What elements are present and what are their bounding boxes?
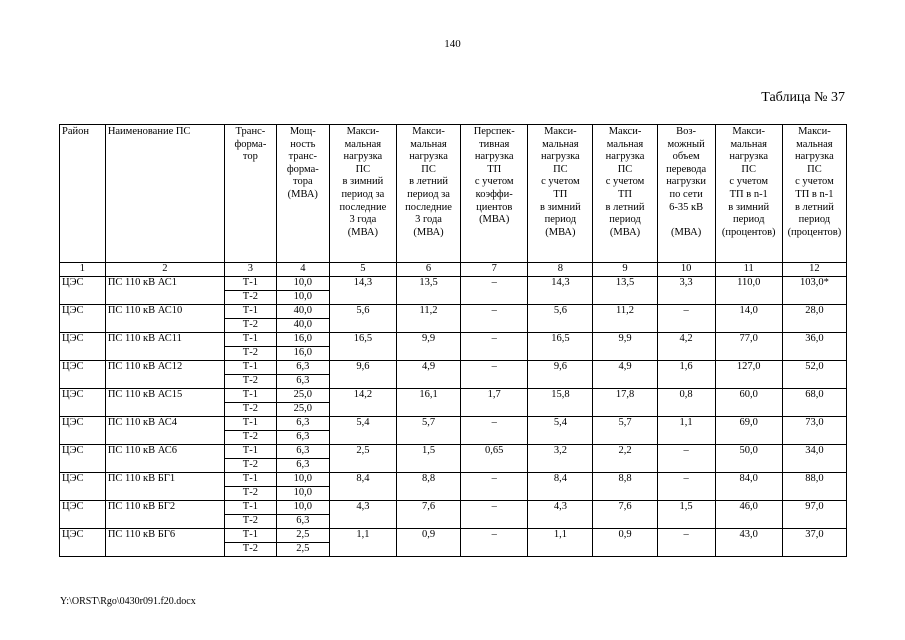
substation-name-cell: ПС 110 кВ БГ2 xyxy=(105,500,224,528)
value-cell-9: 7,6 xyxy=(593,500,657,528)
value-cell-6: 0,9 xyxy=(396,528,460,556)
transformer-cell: Т-2 xyxy=(224,430,276,444)
transformer-cell: Т-1 xyxy=(224,276,276,290)
column-number-4: 4 xyxy=(276,263,329,277)
value-cell-6: 4,9 xyxy=(396,360,460,388)
value-cell-10: 3,3 xyxy=(657,276,715,304)
column-header-6: Макси- мальная нагрузка ПС в летний период за последние 3 года (МВА) xyxy=(396,125,460,263)
value-cell-9: 13,5 xyxy=(593,276,657,304)
value-cell-7: – xyxy=(461,472,528,500)
transformer-power-cell: 10,0 xyxy=(276,500,329,514)
table-row xyxy=(60,388,847,402)
table-row xyxy=(60,472,847,486)
district-cell: ЦЭС xyxy=(60,388,106,416)
transformer-power-cell: 6,3 xyxy=(276,458,329,472)
transformer-cell: Т-1 xyxy=(224,472,276,486)
column-number-7: 7 xyxy=(461,263,528,277)
value-cell-12: 103,0* xyxy=(782,276,846,304)
transformer-power-cell: 2,5 xyxy=(276,542,329,556)
transformer-power-cell: 6,3 xyxy=(276,360,329,374)
transformer-cell: Т-1 xyxy=(224,500,276,514)
transformer-power-cell: 2,5 xyxy=(276,528,329,542)
value-cell-8: 16,5 xyxy=(528,332,593,360)
value-cell-9: 2,2 xyxy=(593,444,657,472)
value-cell-5: 9,6 xyxy=(329,360,396,388)
transformer-cell: Т-1 xyxy=(224,416,276,430)
transformer-power-cell: 10,0 xyxy=(276,276,329,290)
district-cell: ЦЭС xyxy=(60,304,106,332)
value-cell-7: – xyxy=(461,332,528,360)
value-cell-7: – xyxy=(461,528,528,556)
table-row xyxy=(60,360,847,374)
value-cell-12: 52,0 xyxy=(782,360,846,388)
transformer-power-cell: 40,0 xyxy=(276,318,329,332)
value-cell-8: 9,6 xyxy=(528,360,593,388)
value-cell-12: 97,0 xyxy=(782,500,846,528)
substation-name-cell: ПС 110 кВ АС6 xyxy=(105,444,224,472)
value-cell-6: 7,6 xyxy=(396,500,460,528)
transformer-cell: Т-2 xyxy=(224,458,276,472)
value-cell-10: 0,8 xyxy=(657,388,715,416)
table-row xyxy=(60,444,847,458)
value-cell-12: 34,0 xyxy=(782,444,846,472)
value-cell-9: 17,8 xyxy=(593,388,657,416)
value-cell-6: 1,5 xyxy=(396,444,460,472)
column-header-10: Воз- можный объем перевода нагрузки по сети 6-35 кВ (МВА) xyxy=(657,125,715,263)
value-cell-12: 73,0 xyxy=(782,416,846,444)
value-cell-11: 43,0 xyxy=(715,528,782,556)
value-cell-8: 4,3 xyxy=(528,500,593,528)
value-cell-11: 69,0 xyxy=(715,416,782,444)
table-row xyxy=(60,500,847,514)
value-cell-12: 88,0 xyxy=(782,472,846,500)
table-row xyxy=(60,304,847,318)
transformer-power-cell: 10,0 xyxy=(276,486,329,500)
substation-name-cell: ПС 110 кВ АС4 xyxy=(105,416,224,444)
transformer-cell: Т-2 xyxy=(224,514,276,528)
value-cell-6: 11,2 xyxy=(396,304,460,332)
district-cell: ЦЭС xyxy=(60,500,106,528)
transformer-power-cell: 25,0 xyxy=(276,402,329,416)
value-cell-9: 5,7 xyxy=(593,416,657,444)
column-number-1: 1 xyxy=(60,263,106,277)
value-cell-10: – xyxy=(657,304,715,332)
value-cell-5: 14,2 xyxy=(329,388,396,416)
transformer-power-cell: 6,3 xyxy=(276,416,329,430)
value-cell-10: – xyxy=(657,472,715,500)
district-cell: ЦЭС xyxy=(60,276,106,304)
value-cell-11: 84,0 xyxy=(715,472,782,500)
column-number-10: 10 xyxy=(657,263,715,277)
value-cell-7: – xyxy=(461,360,528,388)
transformer-power-cell: 6,3 xyxy=(276,374,329,388)
page-number: 140 xyxy=(444,38,461,50)
value-cell-9: 9,9 xyxy=(593,332,657,360)
transformer-cell: Т-2 xyxy=(224,318,276,332)
transformer-cell: Т-2 xyxy=(224,346,276,360)
substation-name-cell: ПС 110 кВ АС11 xyxy=(105,332,224,360)
transformer-cell: Т-1 xyxy=(224,444,276,458)
column-header-2: Наименование ПС xyxy=(105,125,224,263)
transformer-power-cell: 6,3 xyxy=(276,444,329,458)
substation-name-cell: ПС 110 кВ АС10 xyxy=(105,304,224,332)
transformer-cell: Т-2 xyxy=(224,374,276,388)
district-cell: ЦЭС xyxy=(60,528,106,556)
value-cell-5: 5,6 xyxy=(329,304,396,332)
transformer-cell: Т-2 xyxy=(224,402,276,416)
table-body xyxy=(60,276,847,556)
value-cell-12: 68,0 xyxy=(782,388,846,416)
table-caption: Таблица № 37 xyxy=(761,90,845,105)
table-row xyxy=(60,332,847,346)
transformer-power-cell: 40,0 xyxy=(276,304,329,318)
substation-name-cell: ПС 110 кВ БГ1 xyxy=(105,472,224,500)
district-cell: ЦЭС xyxy=(60,472,106,500)
value-cell-11: 60,0 xyxy=(715,388,782,416)
value-cell-5: 4,3 xyxy=(329,500,396,528)
value-cell-5: 16,5 xyxy=(329,332,396,360)
value-cell-7: – xyxy=(461,500,528,528)
value-cell-8: 8,4 xyxy=(528,472,593,500)
column-header-8: Макси- мальная нагрузка ПС с учетом ТП в зимний период (МВА) xyxy=(528,125,593,263)
column-header-3: Транс- форма- тор xyxy=(224,125,276,263)
transformer-power-cell: 16,0 xyxy=(276,346,329,360)
value-cell-8: 1,1 xyxy=(528,528,593,556)
value-cell-10: 1,6 xyxy=(657,360,715,388)
column-number-8: 8 xyxy=(528,263,593,277)
value-cell-6: 8,8 xyxy=(396,472,460,500)
table-row xyxy=(60,416,847,430)
value-cell-9: 4,9 xyxy=(593,360,657,388)
value-cell-7: 0,65 xyxy=(461,444,528,472)
value-cell-12: 36,0 xyxy=(782,332,846,360)
substation-name-cell: ПС 110 кВ АС15 xyxy=(105,388,224,416)
column-header-12: Макси- мальная нагрузка ПС с учетом ТП в n-1 в летний период (процентов) xyxy=(782,125,846,263)
value-cell-7: – xyxy=(461,276,528,304)
value-cell-7: – xyxy=(461,304,528,332)
column-number-9: 9 xyxy=(593,263,657,277)
column-header-7: Перспек- тивная нагрузка ТП с учетом коэффи- циентов (МВА) xyxy=(461,125,528,263)
substation-name-cell: ПС 110 кВ АС12 xyxy=(105,360,224,388)
value-cell-5: 2,5 xyxy=(329,444,396,472)
value-cell-11: 110,0 xyxy=(715,276,782,304)
transformer-cell: Т-1 xyxy=(224,388,276,402)
substation-name-cell: ПС 110 кВ АС1 xyxy=(105,276,224,304)
value-cell-10: – xyxy=(657,444,715,472)
value-cell-11: 14,0 xyxy=(715,304,782,332)
value-cell-12: 37,0 xyxy=(782,528,846,556)
substation-name-cell: ПС 110 кВ БГ6 xyxy=(105,528,224,556)
value-cell-10: 1,5 xyxy=(657,500,715,528)
value-cell-5: 8,4 xyxy=(329,472,396,500)
header-row xyxy=(60,125,847,263)
district-cell: ЦЭС xyxy=(60,360,106,388)
transformer-power-cell: 25,0 xyxy=(276,388,329,402)
column-header-11: Макси- мальная нагрузка ПС с учетом ТП в n-1 в зимний период (процентов) xyxy=(715,125,782,263)
transformer-power-cell: 10,0 xyxy=(276,472,329,486)
value-cell-6: 13,5 xyxy=(396,276,460,304)
value-cell-10: 4,2 xyxy=(657,332,715,360)
transformer-cell: Т-2 xyxy=(224,290,276,304)
value-cell-11: 46,0 xyxy=(715,500,782,528)
column-number-5: 5 xyxy=(329,263,396,277)
value-cell-11: 50,0 xyxy=(715,444,782,472)
column-header-9: Макси- мальная нагрузка ПС с учетом ТП в летний период (МВА) xyxy=(593,125,657,263)
column-number-11: 11 xyxy=(715,263,782,277)
value-cell-12: 28,0 xyxy=(782,304,846,332)
value-cell-6: 5,7 xyxy=(396,416,460,444)
value-cell-7: – xyxy=(461,416,528,444)
value-cell-8: 3,2 xyxy=(528,444,593,472)
district-cell: ЦЭС xyxy=(60,332,106,360)
column-header-4: Мощ- ность транс- форма- тора (МВА) xyxy=(276,125,329,263)
value-cell-6: 16,1 xyxy=(396,388,460,416)
transformer-power-cell: 16,0 xyxy=(276,332,329,346)
column-number-12: 12 xyxy=(782,263,846,277)
value-cell-7: 1,7 xyxy=(461,388,528,416)
value-cell-5: 5,4 xyxy=(329,416,396,444)
value-cell-9: 8,8 xyxy=(593,472,657,500)
value-cell-8: 15,8 xyxy=(528,388,593,416)
value-cell-10: – xyxy=(657,528,715,556)
transformer-power-cell: 10,0 xyxy=(276,290,329,304)
document-path: Y:\ORST\Rgo\0430r091.f20.docx xyxy=(60,596,196,607)
transformer-power-cell: 6,3 xyxy=(276,514,329,528)
data-table xyxy=(59,124,847,557)
value-cell-10: 1,1 xyxy=(657,416,715,444)
transformer-cell: Т-1 xyxy=(224,360,276,374)
transformer-power-cell: 6,3 xyxy=(276,430,329,444)
value-cell-8: 5,4 xyxy=(528,416,593,444)
transformer-cell: Т-1 xyxy=(224,332,276,346)
value-cell-9: 11,2 xyxy=(593,304,657,332)
district-cell: ЦЭС xyxy=(60,416,106,444)
table-row xyxy=(60,276,847,290)
transformer-cell: Т-1 xyxy=(224,528,276,542)
district-cell: ЦЭС xyxy=(60,444,106,472)
transformer-cell: Т-2 xyxy=(224,542,276,556)
value-cell-5: 14,3 xyxy=(329,276,396,304)
value-cell-8: 14,3 xyxy=(528,276,593,304)
value-cell-8: 5,6 xyxy=(528,304,593,332)
column-header-1: Район xyxy=(60,125,106,263)
column-number-6: 6 xyxy=(396,263,460,277)
column-header-5: Макси- мальная нагрузка ПС в зимний период за последние 3 года (МВА) xyxy=(329,125,396,263)
value-cell-6: 9,9 xyxy=(396,332,460,360)
value-cell-5: 1,1 xyxy=(329,528,396,556)
transformer-cell: Т-2 xyxy=(224,486,276,500)
column-number-row xyxy=(60,263,847,277)
column-number-3: 3 xyxy=(224,263,276,277)
value-cell-11: 127,0 xyxy=(715,360,782,388)
table-row xyxy=(60,528,847,542)
value-cell-11: 77,0 xyxy=(715,332,782,360)
value-cell-9: 0,9 xyxy=(593,528,657,556)
column-number-2: 2 xyxy=(105,263,224,277)
transformer-cell: Т-1 xyxy=(224,304,276,318)
